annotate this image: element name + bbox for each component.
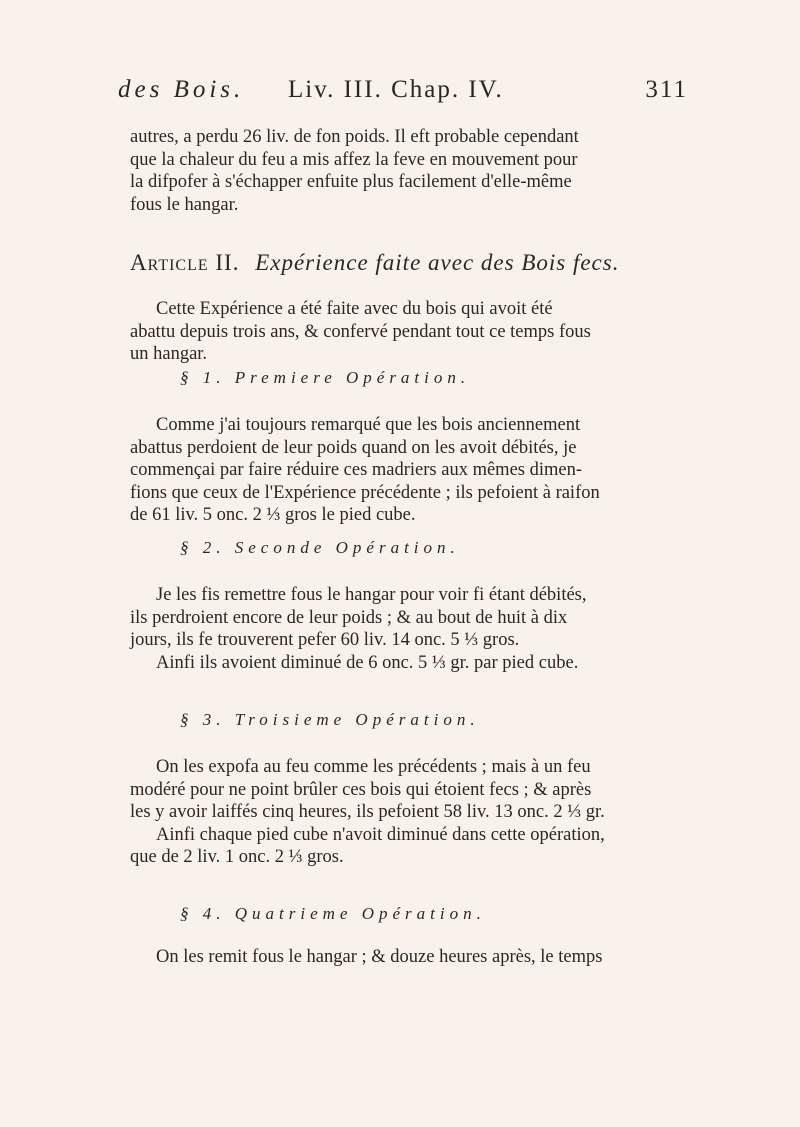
section-heading-4: § 4. Quatrieme Opération. [180,904,486,923]
text-line: la difpofer à s'échapper enfuite plus facilement d'elle-même [130,172,572,192]
article-label: Article II. [130,250,240,275]
text-line: ils perdroient encore de leur poids ; & au bout de huit à dix [130,607,568,628]
paragraph-intro [130,126,675,216]
text-line: de 61 liv. 5 onc. 2 ⅓ gros le pied cube. [130,505,416,525]
text-line: fous le hangar. [130,194,239,215]
text-line: autres, a perdu 26 liv. de fon poids. Il eft probable cependant [130,127,579,147]
paragraph-article [130,298,675,366]
text-line: fions que ceux de l'Expérience précédente ; ils pefoient à raifon [130,482,600,503]
page-number: 311 [645,76,688,103]
text-line: On les remit fous le hangar ; & douze heures après, le temps [156,947,603,967]
text-line: Comme j'ai toujours remarqué que les bois anciennement [156,415,581,435]
text-line: Cette Expérience a été faite avec du bois qui avoit été [156,299,553,319]
paragraph-section-1 [130,414,675,527]
text-line: commençai par faire réduire ces madriers aux mêmes dimen- [130,460,583,480]
text-line: abattus perdoient de leur poids quand on les avoit débités, je [130,437,577,458]
running-head-title: des Bois. [118,76,245,103]
section-heading-1: § 1. Premiere Opération. [180,368,471,387]
text-line: que de 2 liv. 1 onc. 2 ⅓ gros. [130,847,344,867]
paragraph-section-2 [130,584,675,674]
text-line: On les expofa au feu comme les précédents ; mais à un feu [156,757,591,777]
text-line: Ainfi ils avoient diminué de 6 onc. 5 ⅓ gr. par pied cube. [156,652,579,673]
paragraph-section-3 [130,756,675,869]
text-line: jours, ils fe trouverent pefer 60 liv. 14 onc. 5 ⅓ gros. [130,630,520,650]
text-line: Ainfi chaque pied cube n'avoit diminué dans cette opération, [156,824,605,845]
text-line: un hangar. [130,344,208,364]
section-heading-3: § 3. Troisieme Opération. [180,710,480,729]
text-line: abattu depuis trois ans, & confervé pendant tout ce temps fous [130,321,591,342]
text-line: modéré pour ne point brûler ces bois qui étoient fecs ; & après [130,779,592,800]
text-line: que la chaleur du feu a mis affez la feve en mouvement pour [130,149,578,170]
article-heading [130,250,690,276]
text-line: les y avoir laiffés cinq heures, ils pefoient 58 liv. 13 onc. 2 ⅓ gr. [130,802,605,822]
section-heading-2: § 2. Seconde Opération. [180,538,460,557]
text-line: Je les fis remettre fous le hangar pour voir fi étant débités, [156,585,587,605]
paragraph-section-4 [130,946,675,969]
running-head [118,76,688,116]
article-title: Expérience faite avec des Bois fecs. [255,250,620,275]
running-head-chapter: Liv. III. Chap. IV. [288,76,504,103]
